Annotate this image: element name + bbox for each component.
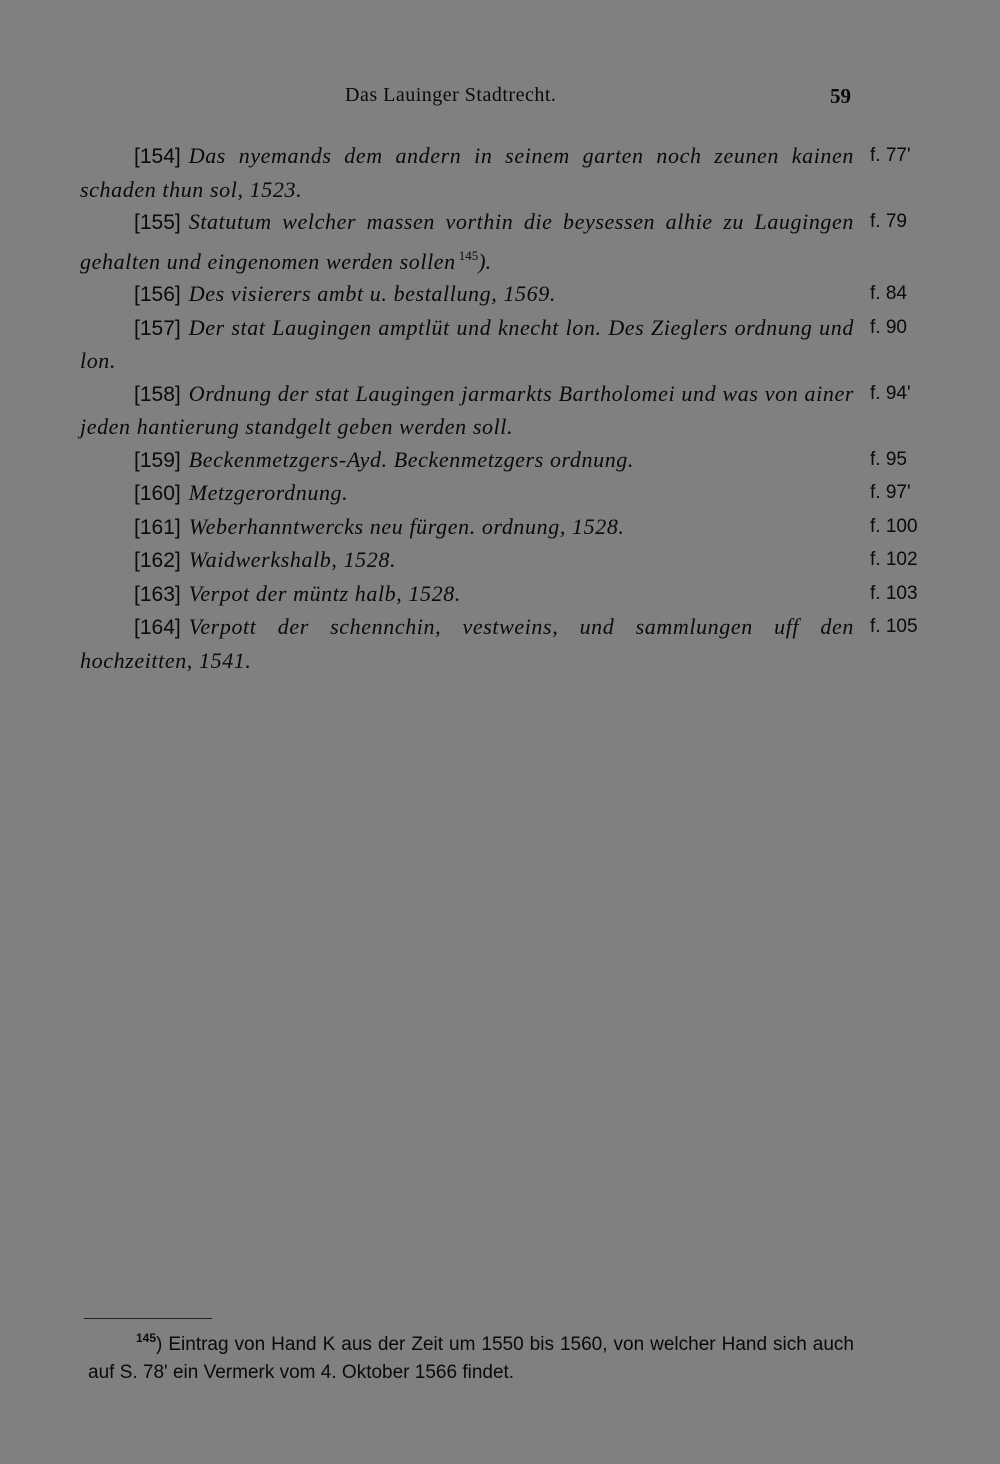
- entry-title: Waidwerkshalb, 1528.: [188, 547, 397, 572]
- entry-text: [80, 140, 854, 206]
- entry-text: [80, 278, 854, 312]
- entry-text: [80, 312, 854, 378]
- list-item: [80, 611, 920, 677]
- entry-number: [156]: [134, 283, 181, 306]
- list-item: [80, 278, 920, 312]
- entry-number: [155]: [134, 211, 181, 234]
- page-number: 59: [830, 84, 851, 108]
- footnote-reference: 145: [458, 247, 479, 263]
- footnote-mark: 145: [136, 1331, 157, 1345]
- entry-number: [158]: [134, 382, 181, 406]
- list-item: [80, 578, 920, 612]
- entry-folio: f. 77': [870, 145, 911, 166]
- entry-number: [164]: [134, 616, 181, 639]
- entry-folio: f. 94': [870, 382, 911, 404]
- entry-folio: f. 102: [870, 549, 918, 570]
- entry-title: Metzgerordnung.: [188, 480, 349, 505]
- entry-folio: f. 97': [870, 482, 911, 503]
- entry-folio: f. 95: [870, 448, 907, 470]
- entry-folio: f. 105: [870, 616, 918, 637]
- entry-number: [160]: [134, 482, 181, 505]
- entry-title: Ordnung der stat Laugingen jarmarkts Bartholomei und was von ainer jeden hantierung standgelt geben werden soll.: [80, 380, 854, 439]
- footnote-mark-close: ): [156, 1334, 163, 1355]
- entry-folio: f. 90: [870, 316, 907, 338]
- entry-number: [162]: [134, 549, 181, 572]
- list-item: [80, 511, 920, 545]
- entry-text: [80, 477, 854, 511]
- entry-title-end: ).: [478, 248, 492, 274]
- entry-folio: f. 79: [870, 211, 907, 232]
- list-item: [80, 206, 920, 278]
- footnote-divider: [84, 1318, 212, 1319]
- entry-text: [80, 578, 854, 612]
- entry-title: Das nyemands dem andern in seinem garten noch zeunen kainen schaden thun sol, 1523.: [80, 143, 854, 202]
- entry-folio: f. 84: [870, 283, 907, 304]
- list-item: [80, 544, 920, 578]
- list-item: [80, 378, 920, 444]
- entry-title: Verpot der müntz halb, 1528.: [188, 580, 461, 606]
- entry-title: Weberhanntwercks neu fürgen. ordnung, 1528.: [188, 513, 625, 539]
- running-head: [0, 84, 1000, 114]
- entry-number: [163]: [134, 582, 181, 606]
- entry-text: [80, 544, 854, 578]
- entry-folio: f. 100: [870, 515, 918, 537]
- list-item: [80, 312, 920, 378]
- entry-text: [80, 444, 854, 478]
- entry-title: Verpott der schennchin, vestweins, und sammlungen uff den hochzeitten, 1541.: [80, 614, 854, 673]
- entry-text: [80, 611, 854, 677]
- entry-number: [161]: [134, 515, 181, 539]
- list-item: [80, 140, 920, 206]
- entry-number: [157]: [134, 316, 181, 340]
- entry-title: Der stat Laugingen amptlüt und knecht lon. Des Zieglers ordnung und lon.: [80, 314, 854, 373]
- entry-list: [80, 140, 920, 677]
- entry-title: Des visierers ambt u. bestallung, 1569.: [188, 281, 556, 306]
- entry-number: [159]: [134, 448, 181, 472]
- entry-number: [154]: [134, 145, 181, 168]
- entry-folio: f. 103: [870, 582, 918, 604]
- entry-text: [80, 378, 854, 444]
- footnote-text: Eintrag von Hand K aus der Zeit um 1550 bis 1560, von welcher Hand sich auch auf S. 78' ein Vermerk vom 4. Oktober 1566 findet.: [88, 1334, 855, 1383]
- list-item: [80, 444, 920, 478]
- running-title: Das Lauinger Stadtrecht.: [345, 84, 557, 106]
- list-item: [80, 477, 920, 511]
- entry-text: [80, 206, 854, 278]
- entry-title: Beckenmetzgers-Ayd. Beckenmetzgers ordnung.: [188, 446, 635, 472]
- footnote: [88, 1324, 854, 1387]
- entry-title: Statutum welcher massen vorthin die beysessen alhie zu Laugingen gehalten und eingenomen werden sollen: [80, 209, 854, 274]
- entry-text: [80, 511, 854, 545]
